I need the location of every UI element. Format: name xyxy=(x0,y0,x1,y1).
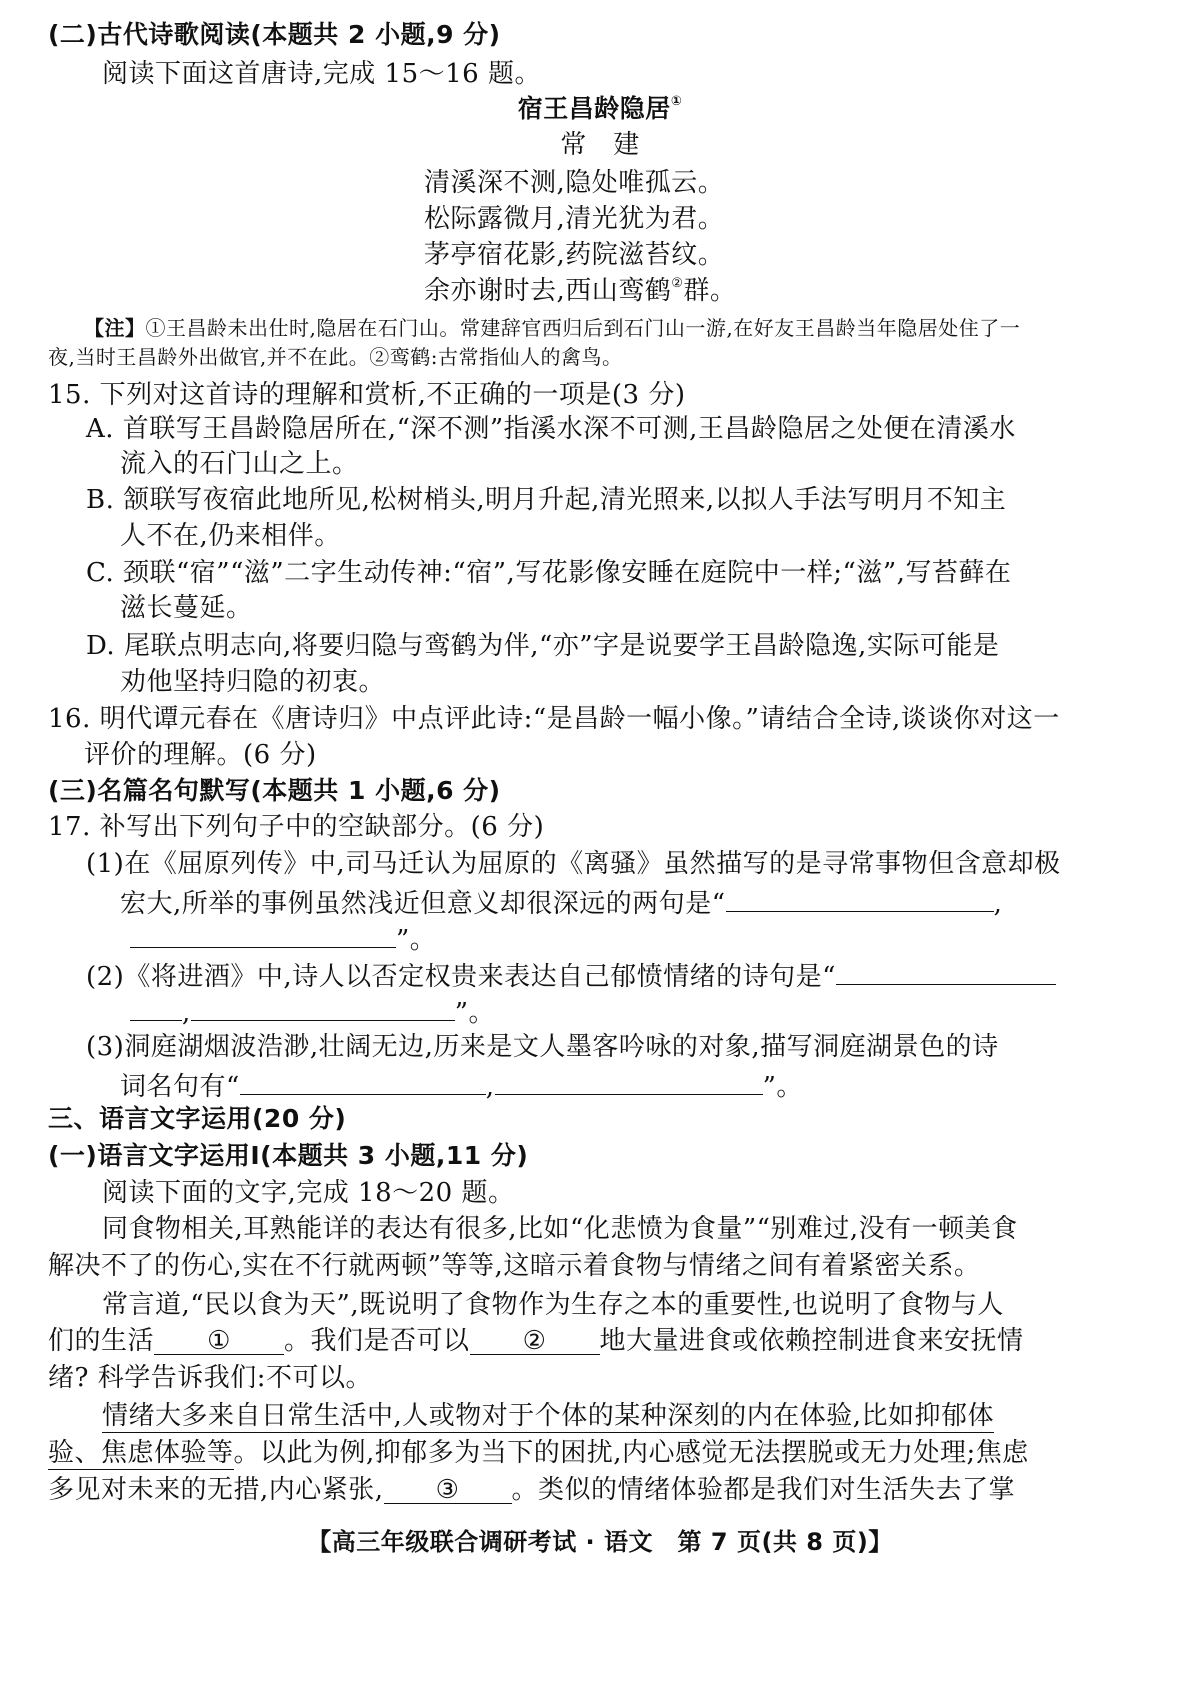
answer-blank[interactable] xyxy=(495,1066,763,1095)
question-16-line-1: 16. 明代谭元春在《唐诗归》中点评此诗:“是昌龄一幅小像。”请结合全诗,谈谈你对这一 xyxy=(48,704,1060,734)
answer-blank[interactable] xyxy=(191,992,455,1021)
poem-line-2: 松际露微月,清光犹为君。 xyxy=(424,204,725,234)
language-intro: 阅读下面的文字,完成 18～20 题。 xyxy=(102,1178,515,1208)
passage-p2-line-1: 常言道,“民以食为天”,既说明了食物作为生存之本的重要性,也说明了食物与人 xyxy=(102,1290,1004,1320)
option-c-line-2: 滋长蔓延。 xyxy=(120,593,253,623)
passage-p1-line-2: 解决不了的伤心,实在不行就两顿”等等,这暗示着食物与情绪之间有着紧密关系。 xyxy=(48,1251,981,1281)
question-15-stem: 15. 下列对这首诗的理解和赏析,不正确的一项是(3 分) xyxy=(48,380,686,410)
q17-part-1-line-1: (1)在《屈原列传》中,司马迁认为屈原的《离骚》虽然描写的是寻常事物但含意却极 xyxy=(86,849,1061,879)
option-a-line-1: A. 首联写王昌龄隐居所在,“深不测”指溪水深不可测,王昌龄隐居之处便在清溪水 xyxy=(86,414,1016,444)
question-16-line-2: 评价的理解。(6 分) xyxy=(84,740,317,770)
option-b-line-1: B. 颔联写夜宿此地所见,松树梢头,明月升起,清光照来,以拟人手法写明月不知主 xyxy=(86,485,1007,515)
part-three-heading: 三、语言文字运用(20 分) xyxy=(48,1104,347,1133)
section-heading-poetry: (二)古代诗歌阅读(本题共 2 小题,9 分) xyxy=(48,20,501,49)
q17-part-1-line-3: ”。 xyxy=(130,919,436,957)
option-a-line-2: 流入的石门山之上。 xyxy=(120,449,359,479)
answer-blank-1[interactable]: ① xyxy=(154,1326,284,1355)
poem-note-line-1: 【注】①王昌龄未出仕时,隐居在石门山。常建辞官西归后到石门山一游,在好友王昌龄当年隐居处住了一 xyxy=(84,316,1021,340)
poem-line-4: 余亦谢时去,西山鸾鹤②群。 xyxy=(424,276,737,306)
poem-note-line-2: 夜,当时王昌龄外出做官,并不在此。②鸾鹤:古常指仙人的禽鸟。 xyxy=(48,345,623,369)
page-footer: 【高三年级联合调研考试 · 语文 第 7 页(共 8 页)】 xyxy=(307,1528,893,1556)
answer-blank-3[interactable]: ③ xyxy=(384,1475,512,1504)
poetry-intro: 阅读下面这首唐诗,完成 15～16 题。 xyxy=(102,59,541,89)
q17-part-2-line-1: (2)《将进酒》中,诗人以否定权贵来表达自己郁愤情绪的诗句是“ xyxy=(86,956,1056,994)
answer-blank[interactable] xyxy=(130,919,396,948)
question-17-stem: 17. 补写出下列句子中的空缺部分。(6 分) xyxy=(48,812,545,842)
poem-line-3: 茅亭宿花影,药院滋苔纹。 xyxy=(424,240,725,270)
answer-blank[interactable] xyxy=(726,883,994,912)
passage-p2-line-2: 们的生活 ① 。我们是否可以 ② 地大量进食或依赖控制进食来安抚情 xyxy=(48,1326,1024,1356)
poem-title: 宿王昌龄隐居① xyxy=(517,94,683,123)
poem-author: 常 建 xyxy=(560,130,640,160)
passage-p3-line-1: 情绪大多来自日常生活中,人或物对于个体的某种深刻的内在体验,比如抑郁体 xyxy=(102,1401,995,1431)
passage-p3-line-3: 多见对未来的无措,内心紧张, ③ 。类似的情绪体验都是我们对生活失去了掌 xyxy=(48,1475,1016,1505)
passage-p3-line-2: 验、焦虑体验等。以此为例,抑郁多为当下的困扰,内心感觉无法摆脱或无力处理;焦虑 xyxy=(48,1438,1029,1468)
passage-p1-line-1: 同食物相关,耳熟能详的表达有很多,比如“化悲愤为食量”“别难过,没有一顿美食 xyxy=(102,1214,1018,1244)
answer-blank[interactable] xyxy=(130,992,182,1021)
q17-part-3-line-2: 词名句有“ , ”。 xyxy=(120,1066,803,1104)
q17-part-1-line-2: 宏大,所举的事例虽然浅近但意义却很深远的两句是“ , xyxy=(120,883,1002,921)
q17-part-2-line-2: , ”。 xyxy=(130,992,495,1030)
poem-line-1: 清溪深不测,隐处唯孤云。 xyxy=(424,168,725,198)
answer-blank[interactable] xyxy=(836,956,1056,985)
option-d-line-2: 劝他坚持归隐的初衷。 xyxy=(120,667,386,697)
option-d-line-1: D. 尾联点明志向,将要归隐与鸾鹤为伴,“亦”字是说要学王昌龄隐逸,实际可能是 xyxy=(86,631,1000,661)
option-b-line-2: 人不在,仍来相伴。 xyxy=(120,521,341,551)
section-heading-recitation: (三)名篇名句默写(本题共 1 小题,6 分) xyxy=(48,776,501,805)
passage-p2-line-3: 绪? 科学告诉我们:不可以。 xyxy=(48,1363,372,1393)
option-c-line-1: C. 颈联“宿”“滋”二字生动传神:“宿”,写花影像安睡在庭院中一样;“滋”,写苔藓在 xyxy=(86,558,1012,588)
section-heading-language-use: (一)语言文字运用Ⅰ(本题共 3 小题,11 分) xyxy=(48,1141,529,1170)
q17-part-3-line-1: (3)洞庭湖烟波浩渺,壮阔无边,历来是文人墨客吟咏的对象,描写洞庭湖景色的诗 xyxy=(86,1032,999,1062)
answer-blank-2[interactable]: ② xyxy=(470,1326,600,1355)
answer-blank[interactable] xyxy=(240,1066,486,1095)
